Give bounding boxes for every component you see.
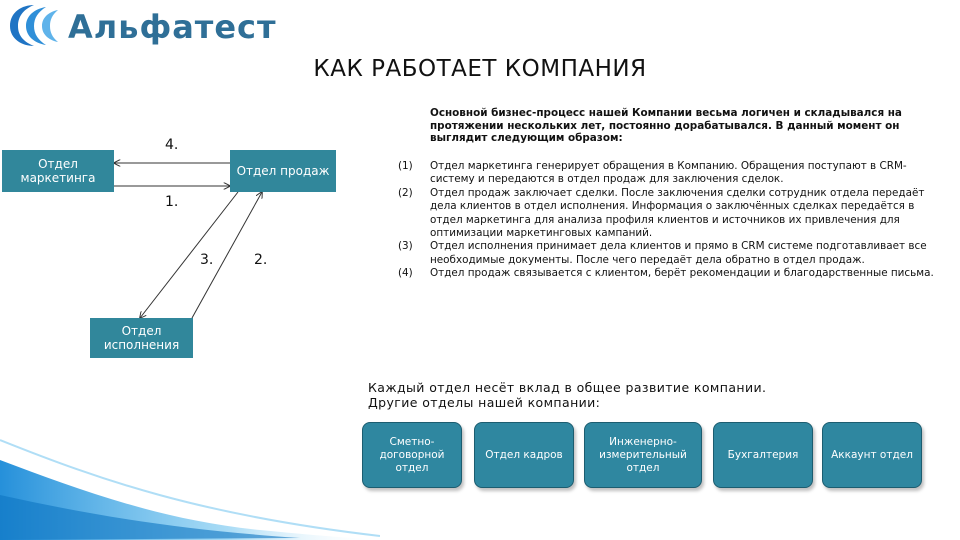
dept-marketing-box: Отдел маркетинга [2, 150, 114, 192]
page-title: КАК РАБОТАЕТ КОМПАНИЯ [313, 56, 647, 82]
dept-card-engineering: Инженерно-измерительный отдел [584, 422, 702, 488]
step-item: (1) Отдел маркетинга генерирует обращения в Компанию. Обращения поступают в CRM-систему и передаются в отдел продаж для заключения сделок. [398, 160, 907, 186]
label-1: 1. [165, 194, 179, 210]
label-2: 2. [254, 252, 268, 268]
dept-card-accounting: Бухгалтерия [713, 422, 813, 488]
dept-card-estimate: Сметно-договорной отдел [362, 422, 462, 488]
label-3: 3. [200, 252, 214, 268]
dept-card-hr: Отдел кадров [474, 422, 574, 488]
dept-sales-box: Отдел продаж [230, 150, 336, 192]
label-4: 4. [165, 137, 179, 153]
arrow-3 [140, 192, 238, 318]
other-departments-caption: Каждый отдел несёт вклад в общее развитие компании. Другие отделы нашей компании: [368, 380, 767, 410]
intro-text: Основной бизнес-процесс нашей Компании весьма логичен и складывался на протяжении нескольких лет, постоянно дорабатывался. В данный момент он выглядит следующим образом: [430, 107, 902, 144]
dept-card-account: Аккаунт отдел [822, 422, 922, 488]
step-item: (2) Отдел продаж заключает сделки. После заключения сделки сотрудник отдела передаёт дела клиентов в отдел исполнения. Информация о заключённых сделках передаётся в отдел маркетинга для анализа профиля клиентов и источников их привлечения для оптимизации маркетинговых кампаний. [398, 186, 925, 240]
step-item: (3) Отдел исполнения принимает дела клиентов и прямо в CRM системе подготавливает все необходимые документы. После чего передаёт дела обратно в отдел продаж. [398, 240, 927, 266]
logo-text: Альфатест [68, 8, 277, 46]
step-item: (4) Отдел продаж связывается с клиентом, берёт рекомендации и благодарственные письма. [398, 267, 934, 280]
dept-execution-box: Отдел исполнения [90, 318, 193, 358]
process-steps [398, 160, 938, 281]
